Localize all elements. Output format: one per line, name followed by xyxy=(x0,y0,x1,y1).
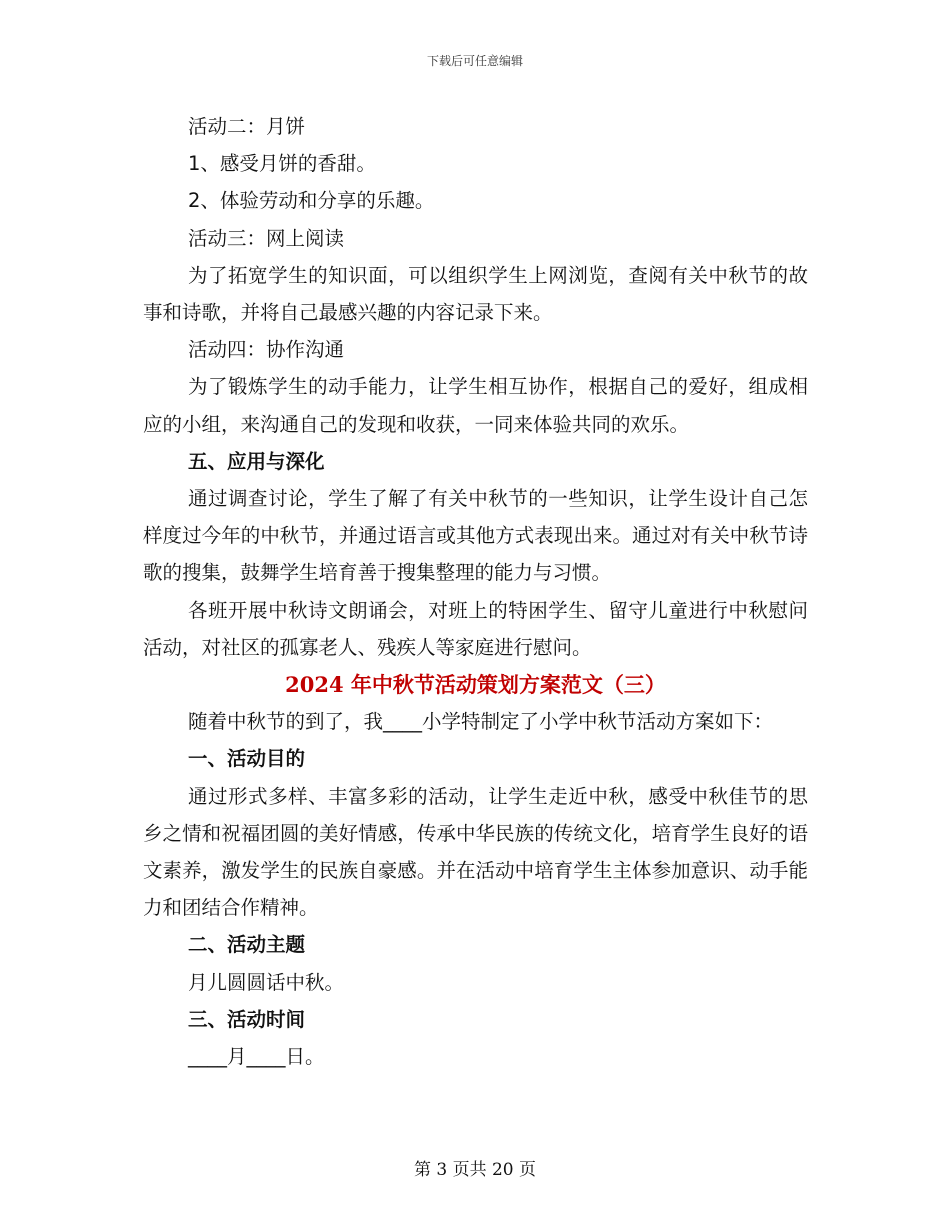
paragraph: 通过形式多样、丰富多彩的活动，让学生走近中秋，感受中秋佳节的思乡之情和祝福团圆的美好情感，传承中华民族的传统文化，培育学生良好的语文素养，激发学生的民族自豪感。并在活动中培育学生主体参加意识、动手能力和团结合作精神。 xyxy=(143,784,808,920)
paragraph: 月儿圆圆话中秋。 xyxy=(188,970,345,994)
section-heading: 二、活动主题 xyxy=(188,933,306,957)
activity-four-heading: 活动四：协作沟通 xyxy=(188,338,345,362)
list-item: 1、感受月饼的香甜。 xyxy=(188,152,376,176)
paragraph: 通过调查讨论，学生了解了有关中秋节的一些知识，让学生设计自己怎样度过今年的中秋节，并通过语言或其他方式表现出来。通过对有关中秋节诗歌的搜集，鼓舞学生培育善于搜集整理的能力与习惯。 xyxy=(143,487,808,585)
section-title: 2024 年中秋节活动策划方案范文（三） xyxy=(285,672,666,698)
page-footer: 第 3 页共 20 页 xyxy=(413,1160,537,1180)
paragraph: 随着中秋节的到了，我____小学特制定了小学中秋节活动方案如下： xyxy=(188,710,774,734)
page-content xyxy=(143,108,808,1075)
section-heading: 五、应用与深化 xyxy=(188,449,325,473)
paragraph: 各班开展中秋诗文朗诵会，对班上的特困学生、留守儿童进行中秋慰问活动，对社区的孤寡老人、残疾人等家庭进行慰问。 xyxy=(143,598,808,659)
list-item: 2、体验劳动和分享的乐趣。 xyxy=(188,189,435,213)
section-heading: 一、活动目的 xyxy=(188,747,306,771)
activity-two-heading: 活动二：月饼 xyxy=(188,115,306,138)
paragraph: ____月____日。 xyxy=(188,1045,325,1069)
page-header: 下载后可任意编辑 xyxy=(426,54,523,68)
activity-three-heading: 活动三：网上阅读 xyxy=(188,226,345,250)
paragraph: 为了拓宽学生的知识面，可以组织学生上网浏览，查阅有关中秋节的故事和诗歌，并将自己最感兴趣的内容记录下来。 xyxy=(143,263,808,325)
section-heading: 三、活动时间 xyxy=(188,1007,306,1031)
paragraph: 为了锻炼学生的动手能力，让学生相互协作，根据自己的爱好，组成相应的小组，来沟通自己的发现和收获，一同来体验共同的欢乐。 xyxy=(143,375,808,436)
